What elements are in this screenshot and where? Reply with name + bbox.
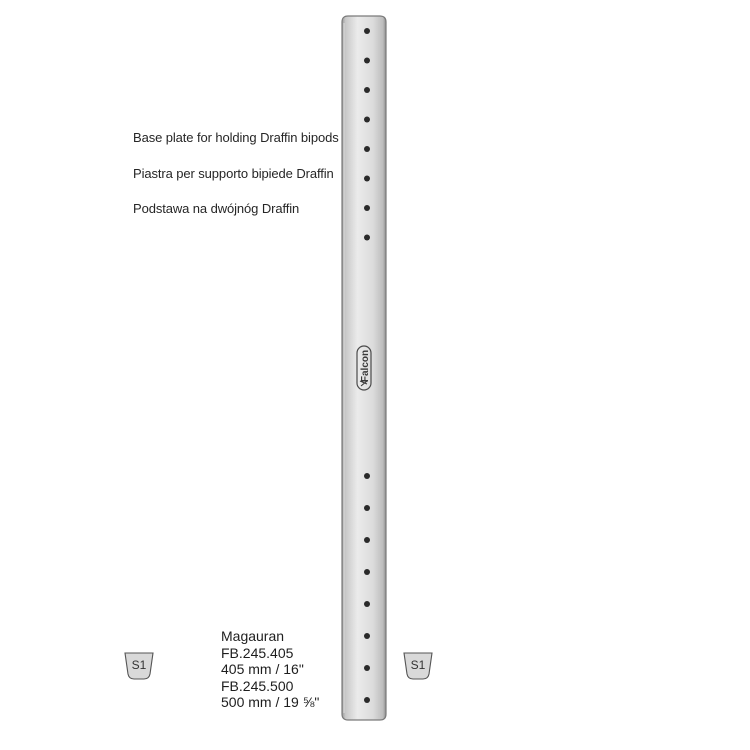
mounting-hole xyxy=(364,146,370,152)
product-code-2: FB.245.500 xyxy=(221,677,294,694)
product-size-2: 500 mm / 19 ⅝" xyxy=(221,694,320,711)
mounting-hole xyxy=(364,569,370,575)
mounting-hole xyxy=(364,87,370,93)
mounting-hole xyxy=(364,537,370,543)
mounting-hole xyxy=(364,665,370,671)
mounting-hole xyxy=(364,117,370,123)
mounting-hole xyxy=(364,235,370,241)
mounting-hole xyxy=(364,176,370,182)
sterilization-badge-left xyxy=(123,651,155,681)
product-name: Magauran xyxy=(221,628,285,644)
mounting-hole xyxy=(364,505,370,511)
sterilization-badge-right xyxy=(402,651,434,681)
mounting-hole xyxy=(364,697,370,703)
product-code-1: FB.245.405 xyxy=(221,644,294,661)
product-specs xyxy=(221,628,319,711)
badge-label: S1 xyxy=(131,658,147,672)
product-size-1: 405 mm / 16" xyxy=(221,661,304,678)
mounting-hole xyxy=(364,28,370,34)
base-plate-image xyxy=(340,15,388,721)
mounting-hole xyxy=(364,473,370,479)
mounting-hole xyxy=(364,633,370,639)
badge-label: S1 xyxy=(410,658,426,672)
description-italian: Piastra per supporto bipiede Draffin xyxy=(133,166,334,181)
logo-text: Falcon xyxy=(360,349,371,383)
mounting-hole xyxy=(364,205,370,211)
mounting-hole xyxy=(364,58,370,64)
description-english: Base plate for holding Draffin bipods xyxy=(133,130,339,145)
mounting-hole xyxy=(364,601,370,607)
description-polish: Podstawa na dwójnóg Draffin xyxy=(133,201,300,216)
